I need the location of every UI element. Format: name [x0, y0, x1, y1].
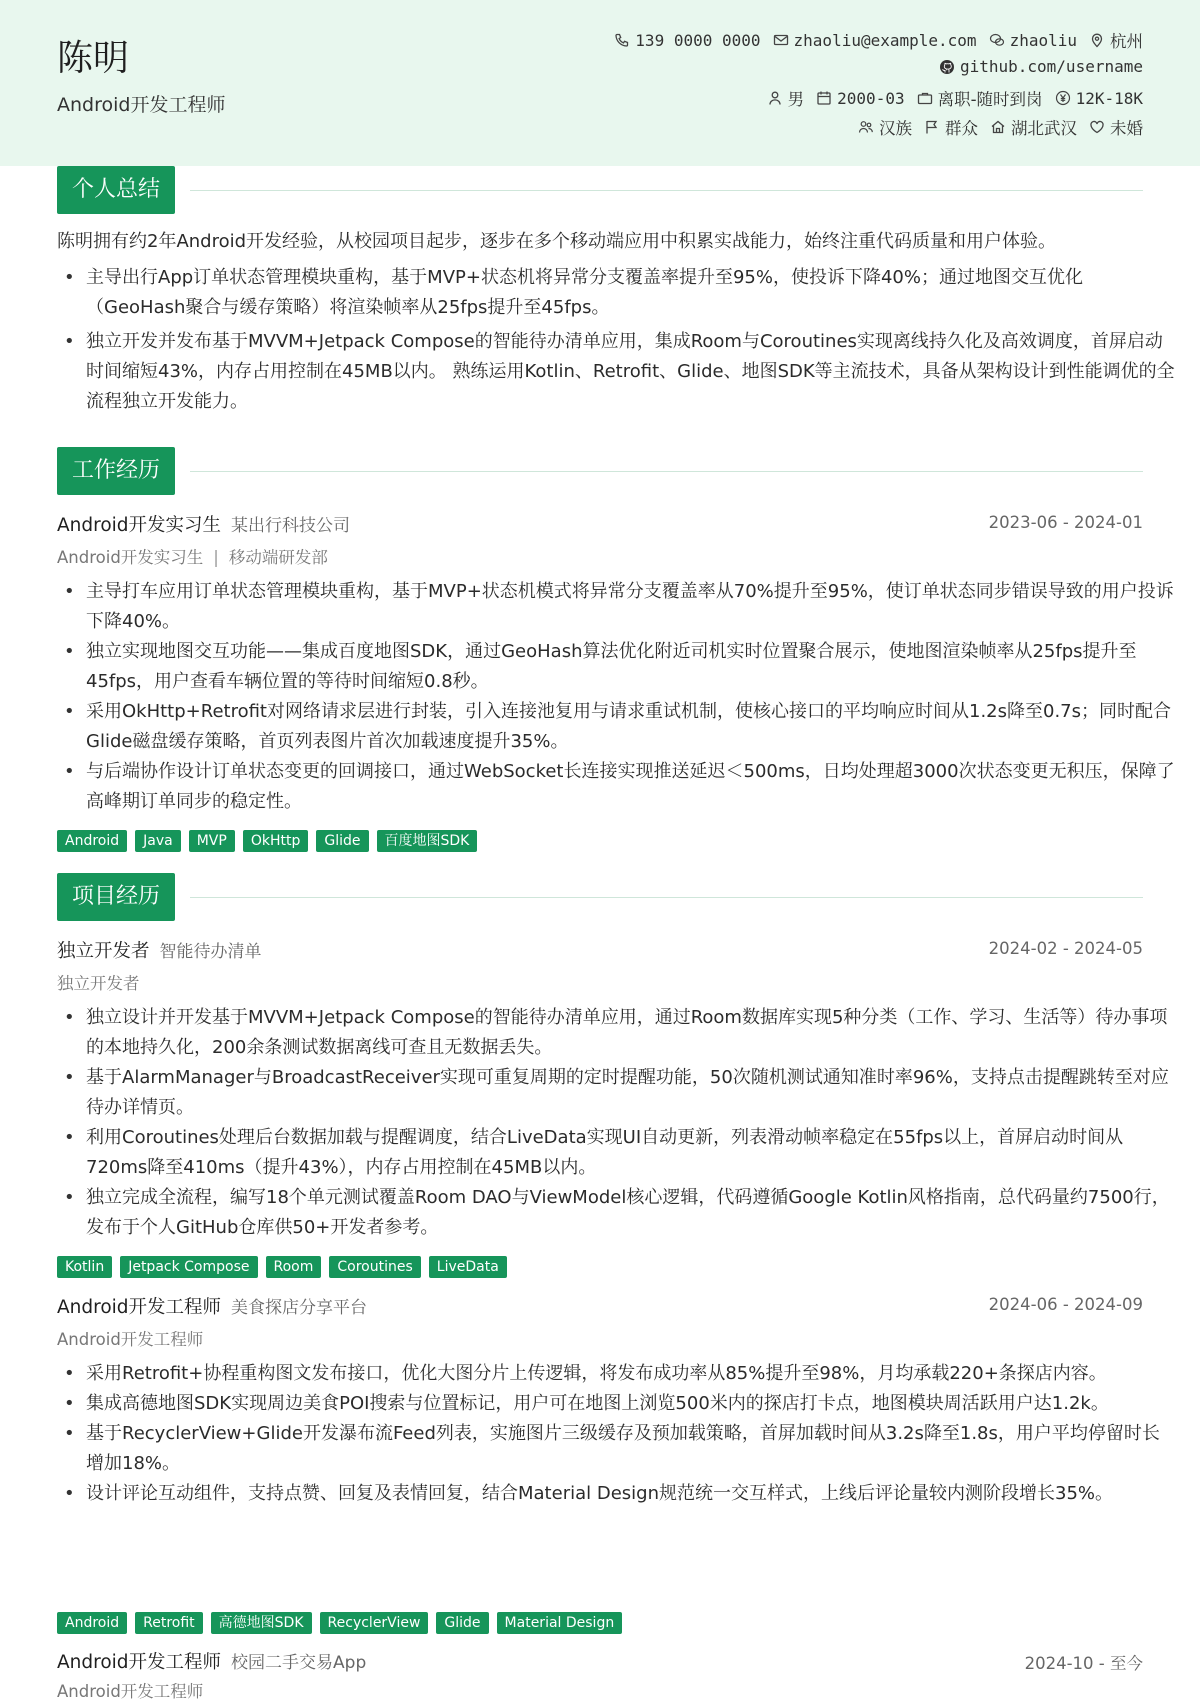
skill-tag: LiveData [429, 1256, 507, 1278]
list-item: • 集成高德地图SDK实现周边美食POI搜索与位置标记，用户可在地图上浏览500米内的探店打卡点，地图模块周活跃用户达1.2k。 [86, 1389, 1176, 1419]
section-divider [190, 190, 1143, 191]
heart-icon [1089, 119, 1105, 135]
entry-role: Android开发工程师 [57, 1652, 222, 1673]
project-tags [57, 1256, 507, 1278]
list-item: • 与后端协作设计订单状态变更的回调接口，通过WebSocket长连接实现推送延迟＜500ms，日均处理超3000次状态变更无积压，保障了高峰期订单同步的稳定性。 [86, 757, 1176, 817]
calendar-icon [816, 90, 832, 106]
list-item: • 独立完成全流程，编写18个单元测试覆盖Room DAO与ViewModel核心逻辑，代码遵循Google Kotlin风格指南，总代码量约7500行，发布于个人GitHub仓库供50+开发者参考。 [86, 1183, 1176, 1243]
contact-row-2 [939, 57, 1143, 76]
section-divider [190, 471, 1143, 472]
skill-tag: Material Design [497, 1612, 623, 1634]
wechat-icon [989, 32, 1005, 48]
section-summary-header [57, 166, 1143, 214]
contact-row-4 [858, 115, 1143, 139]
github-icon [939, 59, 955, 75]
entry-subtitle: Android开发工程师 [57, 1682, 204, 1701]
entry-subtitle: 独立开发者 [57, 974, 140, 993]
skill-tag: MVP [189, 830, 235, 852]
skill-tag: Android [57, 1612, 127, 1634]
section-title: 项目经历 [57, 873, 175, 921]
candidate-role: Android开发工程师 [57, 94, 226, 116]
section-divider [190, 897, 1143, 898]
list-item: • 设计评论互动组件，支持点赞、回复及表情回复，结合Material Design规范统一交互样式，上线后评论量较内测阶段增长35%。 [86, 1479, 1176, 1509]
entry-date: 2024-06 - 2024-09 [988, 1295, 1143, 1314]
contact-row-3 [767, 86, 1143, 110]
skill-tag: 百度地图SDK [377, 830, 478, 852]
skill-tag: Jetpack Compose [120, 1256, 257, 1278]
skill-tag: OkHttp [243, 830, 309, 852]
mail-icon [773, 32, 789, 48]
list-item: • 采用Retrofit+协程重构图文发布接口，优化大图分片上传逻辑，将发布成功率从85%提升至98%，月均承载220+条探店内容。 [86, 1359, 1176, 1389]
skill-tag: Retrofit [135, 1612, 203, 1634]
entry-date: 2024-02 - 2024-05 [988, 939, 1143, 958]
entry-role: 独立开发者 [57, 941, 150, 962]
home-icon [990, 119, 1006, 135]
entry-title [57, 1293, 367, 1319]
entry-dept: 移动端研发部 [228, 548, 328, 567]
section-work-header [57, 447, 1143, 495]
info-marital: 未婚 [1089, 115, 1143, 139]
work-bullets [57, 577, 1176, 817]
list-item: • 主导出行App订单状态管理模块重构，基于MVP+状态机将异常分支覆盖率提升至95%，使投诉下降40%；通过地图交互优化（GeoHash聚合与缓存策略）将渲染帧率从25fps提升至45fps。 [86, 263, 1176, 323]
info-birth: 2000-03 [816, 89, 904, 108]
entry-sub-sep: | [213, 548, 219, 567]
info-status: 离职-随时到岗 [917, 86, 1043, 110]
skill-tag: Glide [316, 830, 368, 852]
resume-header [0, 0, 1200, 166]
info-salary: 12K-18K [1055, 89, 1143, 108]
entry-role: Android开发工程师 [57, 1297, 222, 1318]
project-tags [57, 1612, 622, 1634]
location-icon [1089, 32, 1105, 48]
summary-intro: 陈明拥有约2年Android开发经验，从校园项目起步，逐步在多个移动端应用中积累实战能力，始终注重代码质量和用户体验。 [57, 231, 1057, 252]
skill-tag: RecyclerView [320, 1612, 429, 1634]
list-item: • 采用OkHttp+Retrofit对网络请求层进行封装，引入连接池复用与请求重试机制，使核心接口的平均响应时间从1.2s降至0.7s；同时配合Glide磁盘缓存策略，首页列表图片首次加载速度提升35%。 [86, 697, 1176, 757]
entry-date: 2024-10 - 至今 [1024, 1654, 1143, 1673]
entry-org: 智能待办清单 [159, 942, 262, 962]
work-tags [57, 830, 477, 852]
list-item: • 主导打车应用订单状态管理模块重构，基于MVP+状态机模式将异常分支覆盖率从70%提升至95%，使订单状态同步错误导致的用户投诉下降40%。 [86, 577, 1176, 637]
entry-title [57, 511, 350, 537]
contact-wechat[interactable]: zhaoliu [989, 31, 1077, 50]
list-item: • 独立设计并开发基于MVVM+Jetpack Compose的智能待办清单应用，通过Room数据库实现5种分类（工作、学习、生活等）待办事项的本地持久化，200余条测试数据离线可查且无数据丢失。 [86, 1003, 1176, 1063]
info-hometown: 湖北武汉 [990, 115, 1077, 139]
person-icon [767, 90, 783, 106]
section-title: 个人总结 [57, 166, 175, 214]
contact-row-1 [614, 28, 1143, 52]
briefcase-icon [917, 90, 933, 106]
contact-phone[interactable]: 139 0000 0000 [614, 31, 760, 50]
list-item: • 利用Coroutines处理后台数据加载与提醒调度，结合LiveData实现UI自动更新，列表滑动帧率稳定在55fps以上，首屏启动时间从720ms降至410ms（提升43%），内存占用控制在45MB以内。 [86, 1123, 1176, 1183]
entry-title [57, 937, 262, 963]
info-gender: 男 [767, 86, 805, 110]
info-ethnicity: 汉族 [858, 115, 912, 139]
phone-icon [614, 32, 630, 48]
skill-tag: Room [266, 1256, 322, 1278]
entry-org: 某出行科技公司 [231, 516, 351, 536]
summary-list [57, 263, 1176, 417]
entry-subtitle [57, 544, 328, 568]
skill-tag: Android [57, 830, 127, 852]
list-item: • 基于RecyclerView+Glide开发瀑布流Feed列表，实施图片三级缓存及预加载策略，首屏加载时间从3.2s降至1.8s，用户平均停留时长增加18%。 [86, 1419, 1176, 1479]
contact-email[interactable]: zhaoliu@example.com [773, 31, 977, 50]
money-icon [1055, 90, 1071, 106]
section-title: 工作经历 [57, 447, 175, 495]
list-item: • 基于AlarmManager与BroadcastReceiver实现可重复周期的定时提醒功能，50次随机测试通知准时率96%，支持点击提醒跳转至对应待办详情页。 [86, 1063, 1176, 1123]
list-item: • 独立开发并发布基于MVVM+Jetpack Compose的智能待办清单应用，集成Room与Coroutines实现离线持久化及高效调度，首屏启动时间缩短43%，内存占用控制在45MB以内。 熟练运用Kotlin、Retrofit、Glide、地图SDK等主流技术，具备从架构设计到性能调优的全流程独立开发能力。 [86, 327, 1176, 417]
list-item: • 独立实现地图交互功能——集成百度地图SDK，通过GeoHash算法优化附近司机实时位置聚合展示，使地图渲染帧率从25fps提升至45fps，用户查看车辆位置的等待时间缩短0.8秒。 [86, 637, 1176, 697]
people-icon [858, 119, 874, 135]
skill-tag: Glide [436, 1612, 488, 1634]
skill-tag: Kotlin [57, 1256, 112, 1278]
contact-city: 杭州 [1089, 28, 1143, 52]
entry-org: 校园二手交易App [231, 1653, 367, 1673]
section-projects-header [57, 873, 1143, 921]
skill-tag: 高德地图SDK [211, 1612, 312, 1634]
entry-role: Android开发实习生 [57, 515, 222, 536]
entry-date: 2023-06 - 2024-01 [988, 513, 1143, 532]
flag-icon [924, 119, 940, 135]
info-politics: 群众 [924, 115, 978, 139]
skill-tag: Coroutines [329, 1256, 420, 1278]
contact-github[interactable]: github.com/username [939, 57, 1143, 76]
project-bullets [57, 1003, 1176, 1243]
skill-tag: Java [135, 830, 181, 852]
entry-sub-role: Android开发实习生 [57, 548, 204, 567]
candidate-name: 陈明 [57, 38, 130, 79]
entry-title [57, 1648, 366, 1674]
entry-org: 美食探店分享平台 [231, 1298, 368, 1318]
project-bullets [57, 1359, 1176, 1509]
entry-subtitle: Android开发工程师 [57, 1330, 204, 1349]
